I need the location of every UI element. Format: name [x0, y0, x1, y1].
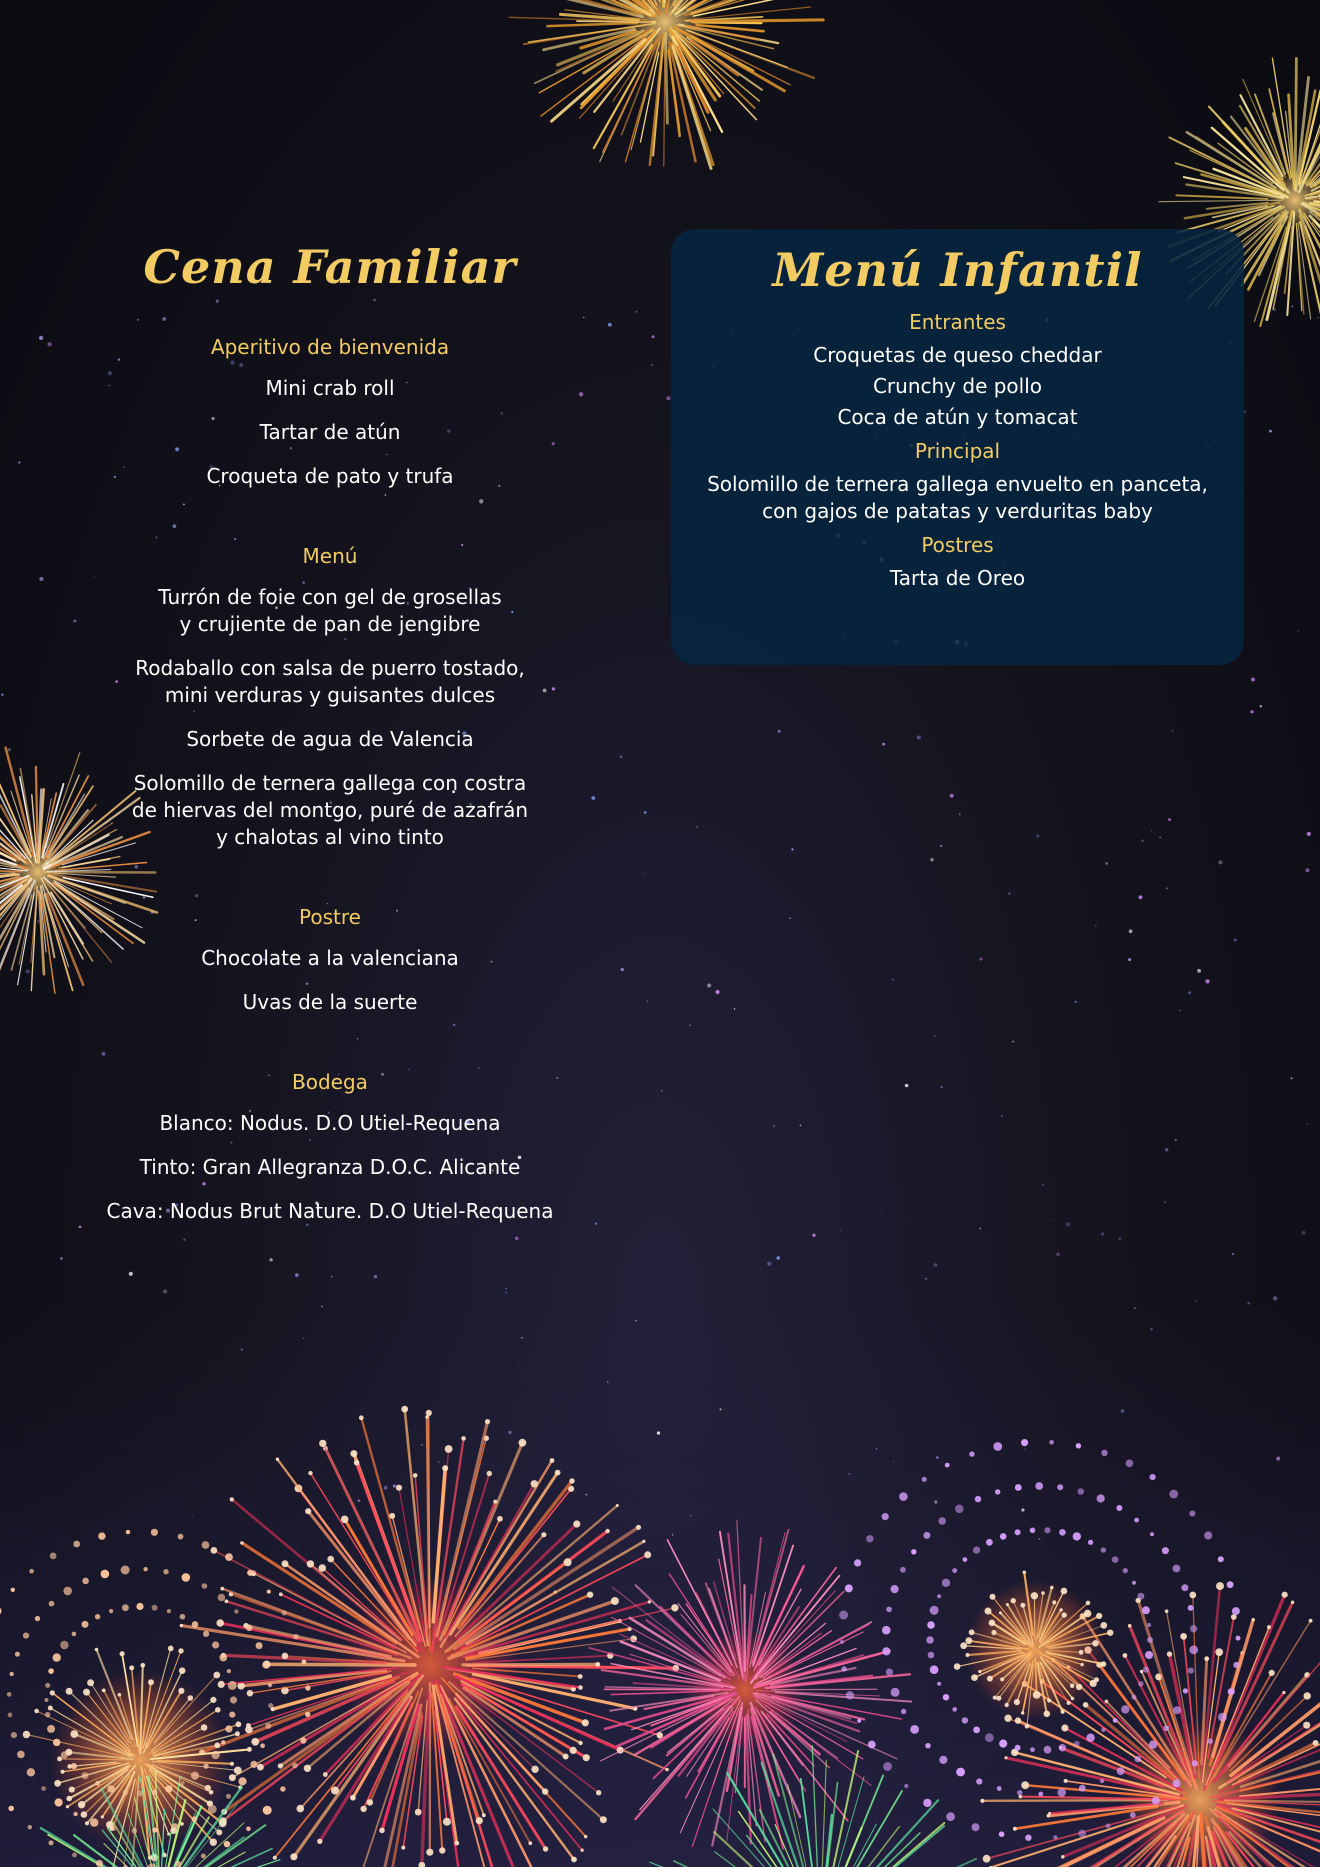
section-heading: Aperitivo de bienvenida — [210, 335, 450, 360]
menu-item: Rodaballo con salsa de puerro tostado, mini verduras y guisantes dulces — [135, 656, 525, 708]
menu-item: Croqueta de pato y trufa — [206, 464, 454, 489]
menu-section-desserts — [671, 531, 1244, 592]
kids-menu-title: Menú Infantil — [772, 243, 1143, 297]
section-heading: Menú — [302, 544, 358, 569]
menu-section-starters — [671, 308, 1244, 431]
menu-item: Coca de atún y tomacat — [837, 405, 1078, 430]
menu-item: Croquetas de queso cheddar — [813, 343, 1102, 368]
menu-item: Blanco: Nodus. D.O Utiel-Requena — [159, 1111, 501, 1136]
menu-item: Tartar de atún — [259, 420, 401, 445]
menu-item: Chocolate a la valenciana — [201, 946, 459, 971]
menu-section-wine — [80, 1068, 580, 1225]
section-heading: Principal — [914, 439, 1001, 464]
menu-item: Tarta de Oreo — [889, 566, 1026, 591]
section-heading: Entrantes — [909, 310, 1006, 335]
menu-item: Tinto: Gran Allegranza D.O.C. Alicante — [139, 1155, 521, 1180]
menu-item: Solomillo de ternera gallega envuelto en panceta, con gajos de patatas y verduritas baby — [707, 472, 1208, 524]
kids-menu-card — [671, 229, 1244, 665]
family-dinner-title: Cena Familiar — [143, 240, 517, 294]
section-heading: Postre — [299, 905, 361, 930]
family-dinner-menu — [80, 240, 580, 1277]
menu-section-welcome — [80, 333, 580, 490]
menu-section-main — [80, 542, 580, 851]
section-heading: Postres — [921, 533, 994, 558]
menu-item: Cava: Nodus Brut Nature. D.O Utiel-Requena — [106, 1199, 554, 1224]
section-heading: Bodega — [292, 1070, 368, 1095]
menu-item: Turrón de foie con gel de grosellas y crujiente de pan de jengibre — [158, 585, 502, 637]
menu-section-dessert — [80, 903, 580, 1016]
menu-section-principal — [671, 437, 1244, 525]
menu-item: Crunchy de pollo — [872, 374, 1043, 399]
menu-item: Mini crab roll — [265, 376, 395, 401]
menu-item: Solomillo de ternera gallega con costra de hiervas del montgo, puré de azafrán y chalotas al vino tinto — [131, 771, 529, 850]
menu-item: Sorbete de agua de Valencia — [186, 727, 474, 752]
menu-item: Uvas de la suerte — [242, 990, 418, 1015]
